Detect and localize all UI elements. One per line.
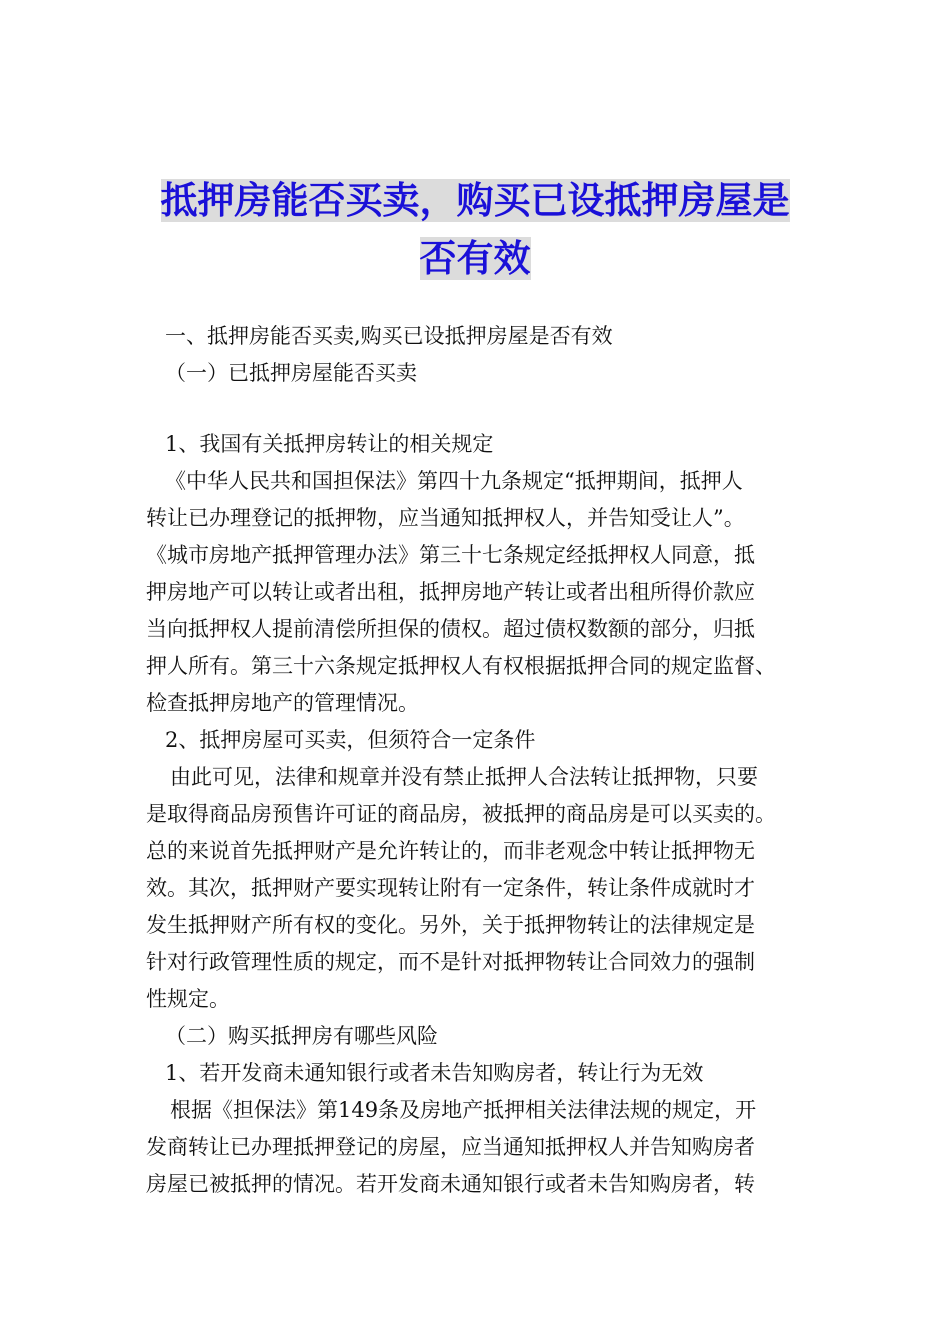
paragraph-line: 效。其次，抵押财产要实现转让附有一定条件，转让条件成就时才 bbox=[146, 876, 755, 900]
paragraph-line: 性规定。 bbox=[146, 987, 230, 1011]
paragraph-line: 发生抵押财产所有权的变化。另外，关于抵押物转让的法律规定是 bbox=[146, 913, 755, 937]
subsection-heading: （一）已抵押房屋能否买卖 bbox=[165, 361, 417, 385]
paragraph-line: 总的来说首先抵押财产是允许转让的，而非老观念中转让抵押物无 bbox=[146, 839, 755, 863]
paragraph-line: 押房地产可以转让或者出租，抵押房地产转让或者出租所得价款应 bbox=[146, 580, 755, 604]
document-title bbox=[130, 172, 820, 288]
title-line-2: 否有效 bbox=[419, 237, 531, 280]
item-heading: 1、若开发商未通知银行或者未告知购房者，转让行为无效 bbox=[165, 1061, 704, 1085]
paragraph-line: 当向抵押权人提前清偿所担保的债权。超过债权数额的部分，归抵 bbox=[146, 617, 755, 641]
item-heading: 2、抵押房屋可买卖，但须符合一定条件 bbox=[165, 728, 536, 752]
paragraph-line: 针对行政管理性质的规定，而不是针对抵押物转让合同效力的强制 bbox=[146, 950, 755, 974]
paragraph-line: 发商转让已办理抵押登记的房屋，应当通知抵押权人并告知购房者 bbox=[146, 1135, 755, 1159]
paragraph-line: 根据《担保法》第149条及房地产抵押相关法律法规的规定，开 bbox=[170, 1098, 757, 1122]
paragraph-line: 《中华人民共和国担保法》第四十九条规定“抵押期间，抵押人 bbox=[165, 469, 743, 493]
paragraph-line: 《城市房地产抵押管理办法》第三十七条规定经抵押权人同意，抵 bbox=[146, 543, 755, 567]
title-line-1: 抵押房能否买卖，购买已设抵押房屋是 bbox=[160, 179, 790, 222]
subsection-heading: （二）购买抵押房有哪些风险 bbox=[165, 1024, 438, 1048]
item-heading: 1、我国有关抵押房转让的相关规定 bbox=[165, 432, 494, 456]
paragraph-line: 押人所有。第三十六条规定抵押权人有权根据抵押合同的规定监督、 bbox=[146, 654, 776, 678]
paragraph-line: 检查抵押房地产的管理情况。 bbox=[146, 691, 419, 715]
paragraph-line: 房屋已被抵押的情况。若开发商未通知银行或者未告知购房者，转 bbox=[146, 1172, 755, 1196]
section-heading: 一、抵押房能否买卖,购买已设抵押房屋是否有效 bbox=[165, 324, 613, 348]
paragraph-line: 由此可见，法律和规章并没有禁止抵押人合法转让抵押物，只要 bbox=[170, 765, 758, 789]
paragraph-line: 是取得商品房预售许可证的商品房，被抵押的商品房是可以买卖的。 bbox=[146, 802, 776, 826]
paragraph-line: 转让已办理登记的抵押物，应当通知抵押权人，并告知受让人”。 bbox=[146, 506, 745, 530]
